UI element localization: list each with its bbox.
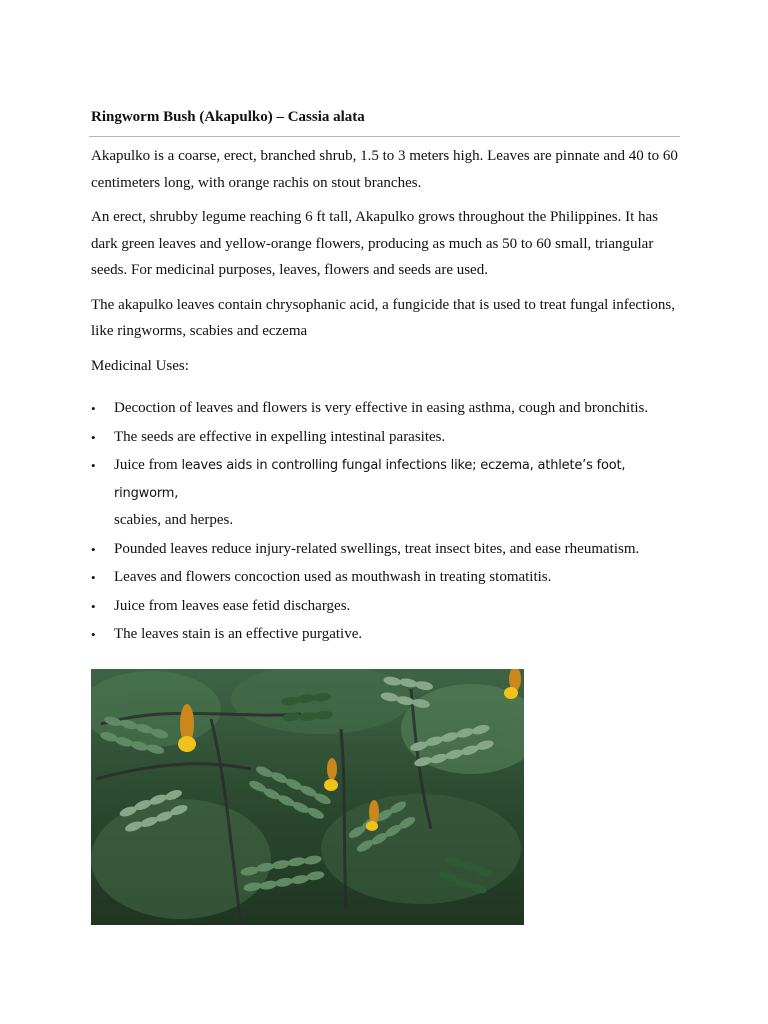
plant-photo-icon <box>91 669 524 925</box>
bullet-icon: • <box>91 570 96 585</box>
uses-heading: Medicinal Uses: <box>91 357 189 374</box>
list-item: • Leaves and flowers concoction used as mouthwash in treating stomatitis. <box>91 564 681 592</box>
bullet-icon: • <box>91 401 96 416</box>
bullet-icon: • <box>91 627 96 642</box>
medicinal-uses-list <box>91 395 681 649</box>
list-item: • Juice from leaves aids in controlling fungal infections like; eczema, athlete’s foot, ringworm, scabies, and herpes. <box>91 452 681 535</box>
paragraph-description: Akapulko is a coarse, erect, branched shrub, 1.5 to 3 meters high. Leaves are pinnate and 40 to 60 centimeters long, with orange rachis on stout branches. <box>91 148 678 191</box>
paragraph-chemistry: The akapulko leaves contain chrysophanic acid, a fungicide that is used to treat fungal infections, like ringworms, scabies and eczema <box>91 296 675 339</box>
plant-photo <box>91 669 524 925</box>
list-item: • Pounded leaves reduce injury-related swellings, treat insect bites, and ease rheumatism. <box>91 536 681 564</box>
bullet-icon: • <box>91 429 96 445</box>
list-item: • The seeds are effective in expelling intestinal parasites. <box>91 424 681 452</box>
list-item: • The leaves stain is an effective purgative. <box>91 621 681 649</box>
paragraph-habitat: An erect, shrubby legume reaching 6 ft tall, Akapulko grows throughout the Philippines. It has dark green leaves and yellow-orange flowers, producing as much as 50 to 60 small, triangular seeds. For medicinal purposes, leaves, flowers and seeds are used. <box>91 209 658 278</box>
bullet-icon: • <box>91 458 96 473</box>
document-title: Ringworm Bush (Akapulko) – Cassia alata <box>91 109 365 125</box>
list-item: • Decoction of leaves and flowers is very effective in easing asthma, cough and bronchitis. <box>91 395 681 423</box>
bullet-icon: • <box>91 598 96 614</box>
title-divider <box>89 136 680 137</box>
list-item: • Juice from leaves ease fetid discharges. <box>91 593 681 621</box>
document-body <box>91 107 681 650</box>
bullet-icon: • <box>91 541 96 557</box>
